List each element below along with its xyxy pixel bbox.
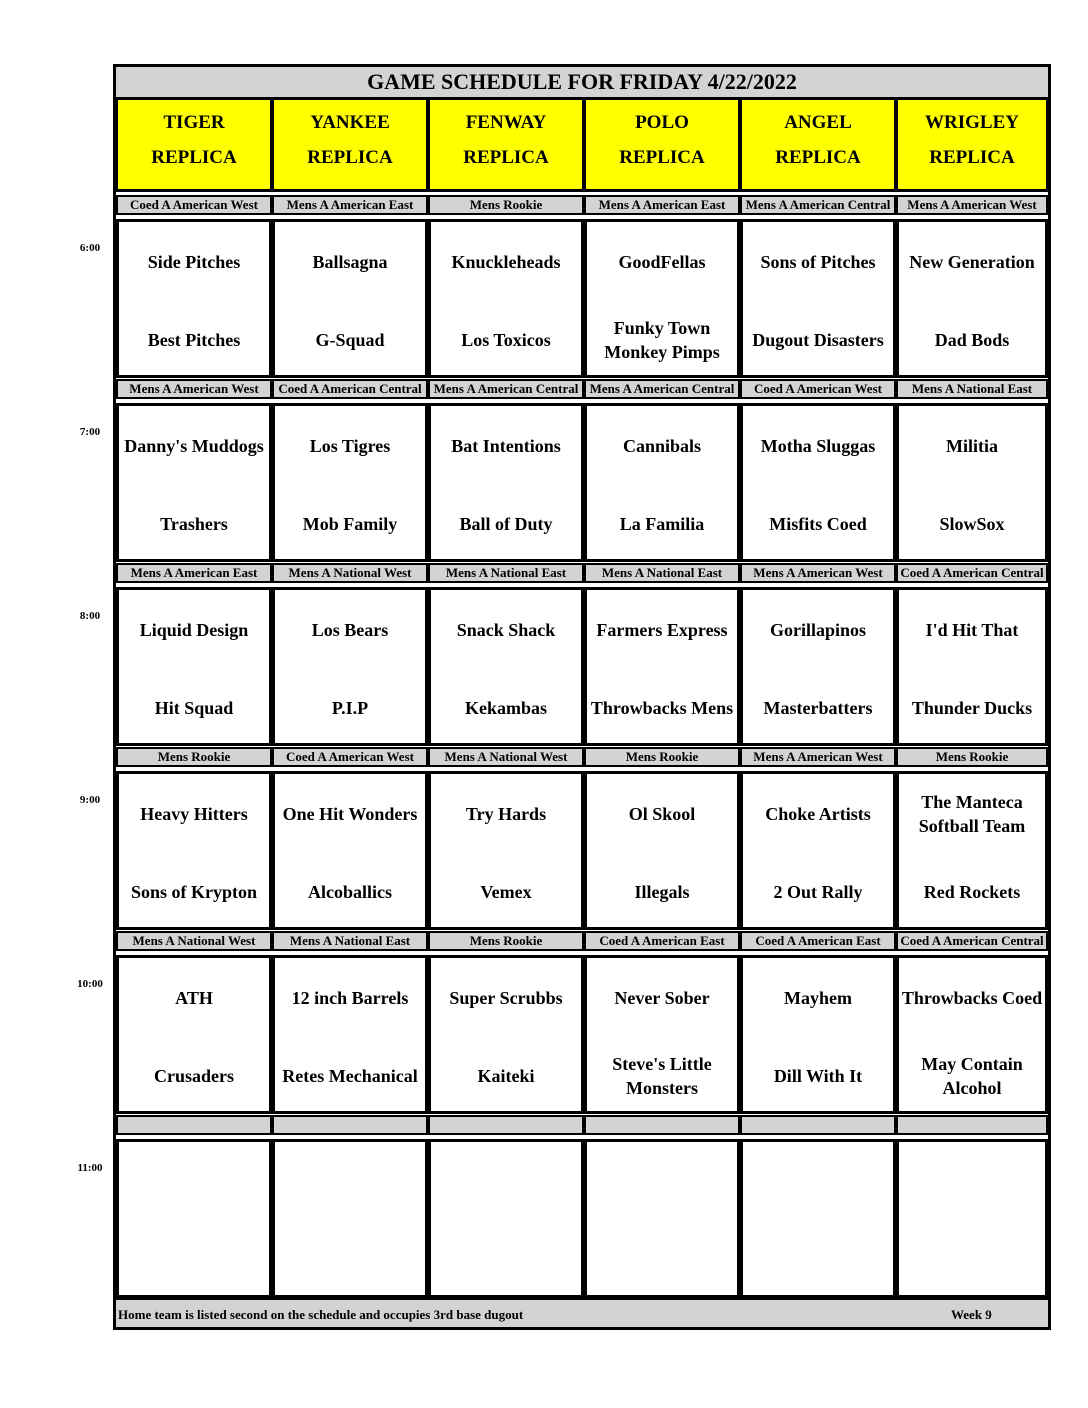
away-team: 12 inch Barrels xyxy=(291,988,409,1008)
away-team: Choke Artists xyxy=(765,804,871,824)
away-team xyxy=(899,1152,1045,1212)
division-label: Coed A American East xyxy=(584,931,740,951)
division-label xyxy=(428,1115,584,1135)
division-label: Mens A American West xyxy=(896,195,1048,215)
home-team: Best Pitches xyxy=(147,330,241,350)
division-label: Mens Rookie xyxy=(584,747,740,767)
away-team: Los Tigres xyxy=(309,436,391,456)
division-label: Mens A American West xyxy=(740,747,896,767)
home-team: Alcoballics xyxy=(308,882,392,902)
home-team xyxy=(275,1230,425,1290)
time-label: 8:00 xyxy=(79,610,101,622)
away-team: Los Bears xyxy=(311,620,389,640)
home-team: La Familia xyxy=(619,514,705,534)
field-subtitle: REPLICA xyxy=(619,147,705,168)
game-cell xyxy=(428,219,584,378)
home-team: Masterbatters xyxy=(763,698,873,718)
home-team: Misfits Coed xyxy=(769,514,867,534)
footer xyxy=(116,1297,1048,1327)
game-cell xyxy=(272,1139,428,1298)
away-team: Super Scrubbs xyxy=(449,988,563,1008)
away-team: Liquid Design xyxy=(139,620,249,640)
away-team: Throwbacks Coed xyxy=(901,988,1043,1008)
game-cell xyxy=(584,771,740,930)
away-team: I'd Hit That xyxy=(925,620,1019,640)
game-cell xyxy=(584,1139,740,1298)
away-team: Farmers Express xyxy=(596,620,728,640)
time-label: 9:00 xyxy=(79,794,101,806)
away-team: Militia xyxy=(946,436,998,456)
game-cell xyxy=(116,771,272,930)
division-label: Mens A National East xyxy=(428,563,584,583)
away-team: Gorillapinos xyxy=(769,620,867,640)
field-header-yankee xyxy=(272,100,428,192)
game-cell xyxy=(584,403,740,562)
home-team: Kaiteki xyxy=(477,1066,535,1086)
home-team: Illegals xyxy=(634,882,690,902)
home-team: 2 Out Rally xyxy=(773,882,863,902)
division-label: Mens Rookie xyxy=(896,747,1048,767)
away-team: Side Pitches xyxy=(147,252,241,272)
game-cell xyxy=(740,771,896,930)
home-team: Crusaders xyxy=(154,1066,234,1086)
division-label: Mens A American Central xyxy=(428,379,584,399)
game-cell xyxy=(272,219,428,378)
away-team: Ol Skool xyxy=(628,804,696,824)
game-cell xyxy=(896,1139,1048,1298)
home-team: Throwbacks Mens xyxy=(590,698,734,718)
away-team: Cannibals xyxy=(622,436,702,456)
away-team: One Hit Wonders xyxy=(282,804,418,824)
away-team xyxy=(587,1152,737,1212)
game-cell xyxy=(272,403,428,562)
away-team xyxy=(431,1152,581,1212)
game-cell xyxy=(740,219,896,378)
away-team: GoodFellas xyxy=(618,252,706,272)
time-label: 11:00 xyxy=(77,1162,103,1174)
game-cell xyxy=(896,771,1048,930)
division-label: Coed A American Central xyxy=(272,379,428,399)
home-team: Trashers xyxy=(160,514,228,534)
away-team: New Generation xyxy=(909,252,1035,272)
division-label: Mens A National East xyxy=(896,379,1048,399)
home-team xyxy=(431,1230,581,1290)
field-subtitle: REPLICA xyxy=(151,147,237,168)
away-team: The Manteca Softball Team xyxy=(918,792,1026,836)
away-team: Try Hards xyxy=(465,804,547,824)
field-header-polo xyxy=(584,100,740,192)
home-team: Hit Squad xyxy=(154,698,234,718)
field-header-tiger xyxy=(116,100,272,192)
division-label: Coed A American West xyxy=(272,747,428,767)
field-name: TIGER xyxy=(163,112,225,133)
home-team: Kekambas xyxy=(464,698,547,718)
division-label: Mens A American West xyxy=(740,563,896,583)
game-cell xyxy=(740,587,896,746)
division-label: Mens A American West xyxy=(116,379,272,399)
time-label: 10:00 xyxy=(77,978,103,990)
away-team: Ballsagna xyxy=(312,252,388,272)
game-cell xyxy=(428,955,584,1114)
field-subtitle: REPLICA xyxy=(775,147,861,168)
home-team: May Contain Alcohol xyxy=(921,1054,1023,1098)
division-label: Mens A American Central xyxy=(584,379,740,399)
game-cell xyxy=(428,771,584,930)
game-cell xyxy=(740,403,896,562)
away-team xyxy=(119,1152,269,1212)
field-header-fenway xyxy=(428,100,584,192)
division-label xyxy=(116,1115,272,1135)
home-team: Sons of Krypton xyxy=(130,882,258,902)
game-cell xyxy=(428,587,584,746)
away-team: Bat Intentions xyxy=(451,436,561,456)
game-cell xyxy=(896,955,1048,1114)
away-team: Knuckleheads xyxy=(451,252,561,272)
game-cell xyxy=(896,587,1048,746)
game-cell xyxy=(116,955,272,1114)
away-team xyxy=(743,1152,893,1212)
game-cell xyxy=(116,219,272,378)
division-label: Coed A American East xyxy=(740,931,896,951)
division-label: Coed A American Central xyxy=(896,563,1048,583)
field-name: WRIGLEY xyxy=(925,112,1019,133)
division-label: Coed A American West xyxy=(740,379,896,399)
division-label: Mens A American Central xyxy=(740,195,896,215)
footer-note: Home team is listed second on the schedule and occupies 3rd base dugout xyxy=(118,1307,524,1322)
field-name: ANGEL xyxy=(784,112,852,133)
field-subtitle: REPLICA xyxy=(463,147,549,168)
time-label: 6:00 xyxy=(79,242,101,254)
home-team: Red Rockets xyxy=(923,882,1021,902)
division-label: Coed A American Central xyxy=(896,931,1048,951)
game-cell xyxy=(116,403,272,562)
away-team: Heavy Hitters xyxy=(140,804,248,824)
division-label: Mens A American East xyxy=(116,563,272,583)
game-cell xyxy=(584,587,740,746)
away-team: Sons of Pitches xyxy=(760,252,876,272)
division-label xyxy=(896,1115,1048,1135)
field-name: YANKEE xyxy=(310,112,390,133)
division-label xyxy=(272,1115,428,1135)
division-label xyxy=(740,1115,896,1135)
division-label: Coed A American West xyxy=(116,195,272,215)
schedule-sheet xyxy=(113,64,1051,1330)
home-team: SlowSox xyxy=(939,514,1005,534)
away-team: Never Sober xyxy=(614,988,710,1008)
home-team: Ball of Duty xyxy=(459,514,553,534)
away-team: Mayhem xyxy=(784,988,852,1008)
division-label: Mens Rookie xyxy=(116,747,272,767)
home-team: Dad Bods xyxy=(934,330,1010,350)
home-team: Dill With It xyxy=(773,1066,863,1086)
field-name: POLO xyxy=(635,112,689,133)
home-team: Retes Mechanical xyxy=(282,1066,418,1086)
game-cell xyxy=(116,1139,272,1298)
home-team: Steve's Little Monsters xyxy=(612,1054,712,1098)
away-team: Motha Sluggas xyxy=(760,436,876,456)
game-cell xyxy=(896,403,1048,562)
game-cell xyxy=(740,955,896,1114)
game-cell xyxy=(272,771,428,930)
game-cell xyxy=(740,1139,896,1298)
division-label: Mens A National West xyxy=(428,747,584,767)
field-subtitle: REPLICA xyxy=(307,147,393,168)
away-team: Danny's Muddogs xyxy=(124,436,264,456)
division-label: Mens Rookie xyxy=(428,195,584,215)
division-label xyxy=(584,1115,740,1135)
division-label: Mens A National East xyxy=(272,931,428,951)
time-label: 7:00 xyxy=(79,426,101,438)
page-title: GAME SCHEDULE FOR FRIDAY 4/22/2022 xyxy=(116,67,1048,100)
game-cell xyxy=(428,1139,584,1298)
field-header-angel xyxy=(740,100,896,192)
field-name: FENWAY xyxy=(465,112,547,133)
home-team: Los Toxicos xyxy=(461,330,551,350)
game-cell xyxy=(584,219,740,378)
game-cell xyxy=(272,587,428,746)
home-team: Dugout Disasters xyxy=(752,330,884,350)
game-cell xyxy=(584,955,740,1114)
home-team xyxy=(587,1230,737,1290)
game-cell xyxy=(116,587,272,746)
away-team: ATH xyxy=(175,988,213,1008)
home-team: Mob Family xyxy=(302,514,398,534)
game-cell xyxy=(272,955,428,1114)
away-team: Snack Shack xyxy=(456,620,556,640)
division-label: Mens Rookie xyxy=(428,931,584,951)
home-team: Thunder Ducks xyxy=(911,698,1033,718)
week-label: Week 9 xyxy=(951,1307,992,1322)
game-cell xyxy=(428,403,584,562)
division-label: Mens A American East xyxy=(272,195,428,215)
home-team: Funky Town Monkey Pimps xyxy=(604,318,720,362)
division-label: Mens A National West xyxy=(116,931,272,951)
game-cell xyxy=(896,219,1048,378)
field-subtitle: REPLICA xyxy=(929,147,1015,168)
division-label: Mens A National East xyxy=(584,563,740,583)
division-label: Mens A American East xyxy=(584,195,740,215)
away-team xyxy=(275,1152,425,1212)
home-team: P.I.P xyxy=(331,698,369,718)
home-team: G-Squad xyxy=(315,330,385,350)
home-team xyxy=(743,1230,893,1290)
home-team xyxy=(119,1230,269,1290)
division-label: Mens A National West xyxy=(272,563,428,583)
field-header-wrigley xyxy=(896,100,1048,192)
home-team xyxy=(899,1230,1045,1290)
home-team: Vemex xyxy=(480,882,532,902)
